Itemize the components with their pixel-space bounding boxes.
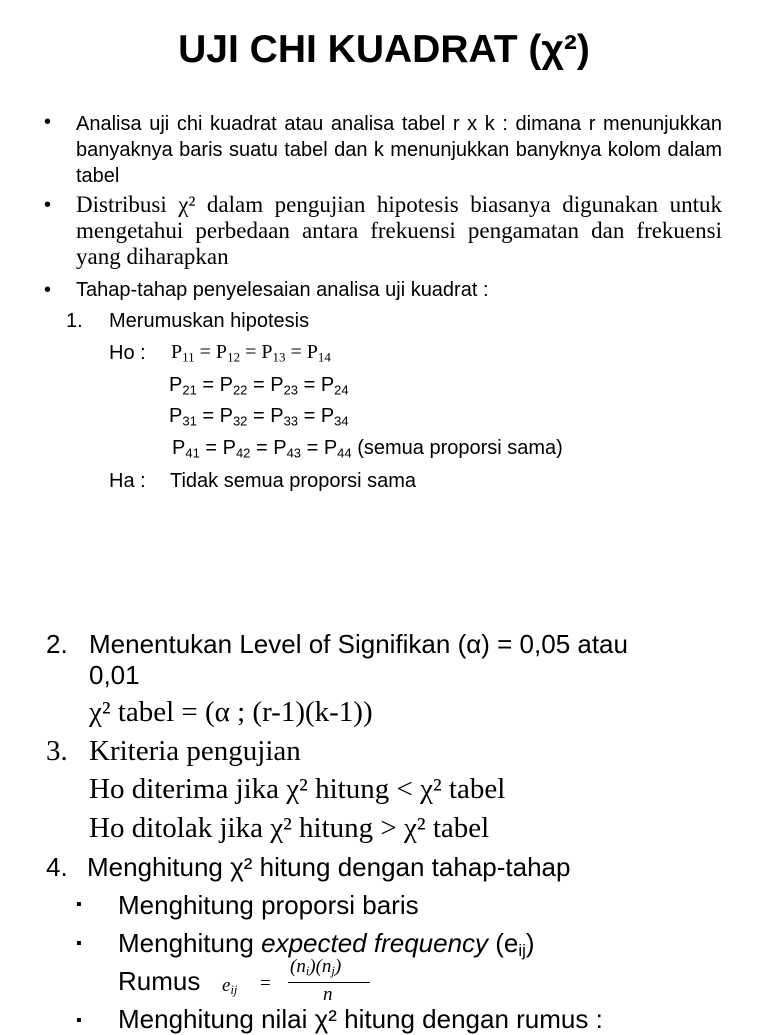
step4-item-2: Menghitung expected frequency $(e_{ij})$ xyxy=(118,928,535,961)
ho-row-1: $P_{11} = P_{12} = P_{13} = P_{14}$ xyxy=(171,341,331,365)
square-bullet-icon: ▪ xyxy=(76,896,82,913)
formula-equals: = xyxy=(260,973,271,994)
ho-row-4: $P_{41} = P_{42} = P_{43} = P_{44}$ (semua proporsi sama) xyxy=(172,437,563,461)
step3-label: Kriteria pengujian xyxy=(89,735,301,767)
chi-square-table-formula: χ² tabel = (α ; (r-1)(k-1)) xyxy=(89,696,373,728)
bullet-paragraph-2: Distribusi χ² dalam pengujian hipotesis biasanya digunakan untuk mengetahui perbedaan antara frekuensi pengamatan dan frekuensi yang diharapkan xyxy=(76,192,722,269)
ho-row-3: $P_{31} = P_{32} = P_{33} = P_{34}$ xyxy=(169,405,349,429)
page-title: UJI CHI KUADRAT (χ²) xyxy=(178,28,590,71)
square-bullet-icon: ▪ xyxy=(76,1012,82,1029)
rumus-label: Rumus xyxy=(118,966,201,996)
step-number: 2. xyxy=(46,629,68,659)
step-number: 1. xyxy=(66,310,83,332)
bullet-marker: • xyxy=(44,194,52,216)
step1-label: Merumuskan hipotesis xyxy=(109,310,310,332)
criteria-reject: Ho ditolak jika χ² hitung > χ² tabel xyxy=(89,812,490,844)
square-bullet-icon: ▪ xyxy=(76,935,82,952)
ho-row-2: $P_{21} = P_{22} = P_{23} = P_{24}$ xyxy=(169,374,349,398)
formula-numerator: $(n_i)(n_j)$ xyxy=(290,956,342,979)
formula-denominator: n xyxy=(323,984,333,1005)
ho-note: (semua proporsi sama) xyxy=(357,437,563,459)
step2-text-line1: Menentukan Level of Signifikan (α) = 0,05 atau xyxy=(89,629,628,659)
fraction-bar xyxy=(288,982,370,983)
step4-item-3: Menghitung nilai χ² hitung dengan rumus : xyxy=(118,1004,603,1034)
ho-label: Ho : xyxy=(109,342,146,364)
ha-text: Tidak semua proporsi sama xyxy=(170,470,417,492)
criteria-accept: Ho diterima jika χ² hitung < χ² tabel xyxy=(89,773,506,805)
formula-lhs: $e_{ij}$ xyxy=(222,975,238,998)
step-number: 3. xyxy=(46,735,68,767)
step4-item-1: Menghitung proporsi baris xyxy=(118,890,419,920)
bullet-paragraph-1: Analisa uji chi kuadrat atau analisa tabel r x k : dimana r menunjukkan banyaknya baris suatu tabel dan k menunjukkan banyknya kolom dalam tabel xyxy=(76,113,722,187)
bullet-marker: • xyxy=(44,111,52,133)
bullet-marker: • xyxy=(44,279,52,301)
step2-text-line2: 0,01 xyxy=(89,660,140,690)
ha-label: Ha : xyxy=(109,470,146,492)
step4-label: Menghitung χ² hitung dengan tahap-tahap xyxy=(87,852,571,882)
bullet-paragraph-3: Tahap-tahap penyelesaian analisa uji kuadrat : xyxy=(76,279,489,301)
step-number: 4. xyxy=(46,852,68,882)
